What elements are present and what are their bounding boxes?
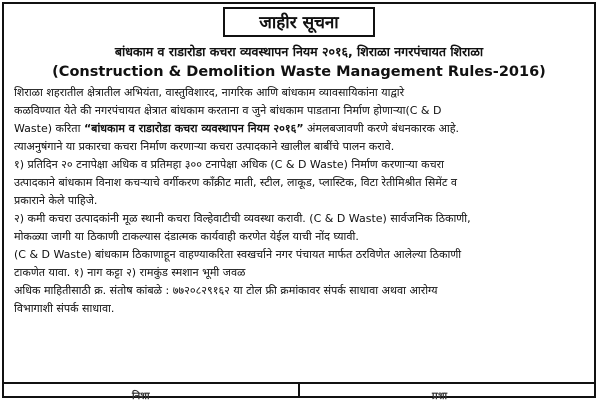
paragraph-line: टाकणेत यावा. १) नाग कट्टा २) रामकुंड स्मशान भूमी जवळ: [14, 266, 246, 279]
paragraph-line: उत्पादकाने बांधकाम विनाश कचऱ्याचे वर्गीकरण काँक्रीट माती, स्टील, लाकूड, प्लास्टिक, विटा रेतीमिश्रीत सिमेंट व: [14, 176, 458, 189]
paragraph-rule-2: [14, 210, 584, 246]
text-fragment: अंमलबजावणी करणे बंधनकारक आहे.: [303, 122, 460, 135]
notice-subtitle-english: (Construction & Demolition Waste Management Rules-2016): [52, 64, 546, 80]
table-divider: [298, 384, 300, 398]
paragraph-rule-1: [14, 156, 584, 210]
paragraph-line: २) कमी कचरा उत्पादकांनी मूळ स्थानी कचरा विल्हेवाटीची व्यवस्था करावी. (C & D Waste) सार्वजनिक ठिकाणी,: [14, 212, 471, 225]
signature-table: [2, 382, 596, 402]
table-header-left: निशा: [132, 391, 150, 402]
paragraph-contact: [14, 282, 584, 318]
paragraph-line: मोकळ्या जागी या ठिकाणी टाकल्यास दंडात्मक कार्यवाही करणेत येईल याची नोंद घ्यावी.: [14, 230, 359, 243]
public-notice: [2, 2, 596, 402]
table-header-right: प्रशा: [432, 391, 448, 402]
paragraph-line: कळविण्यात येते की नगरपंचायत क्षेत्रात बांधकाम करताना व जुने बांधकाम पाडताना निर्माण होणाऱ्या(C & D: [14, 104, 442, 117]
notice-title: जाहीर सूचना: [223, 7, 375, 37]
paragraph-line: प्रकाराने केले पाहिजे.: [14, 194, 98, 207]
notice-subtitle-marathi: बांधकाम व राडारोडा कचरा व्यवस्थापन नियम २०१६, शिराळा नगरपंचायत शिराळा: [114, 44, 484, 59]
paragraph-line: त्याअनुषंगाने या प्रकारचा कचरा निर्माण करणाऱ्या कचरा उत्पादकाने खालील बाबींचे पालन करावे.: [14, 140, 395, 153]
paragraph-line: विभागाशी संपर्क साधावा.: [14, 302, 115, 315]
paragraph-line: (C & D Waste) बांधकाम ठिकाणाहून वाहण्याकरिता स्वखर्चाने नगर पंचायत मार्फत ठरविणेत आलेल्या ठिकाणी: [14, 248, 462, 261]
paragraph-line: शिराळा शहरातील क्षेत्रातील अभियंता, वास्तुविशारद, नागरिक आणि बांधकाम व्यावसायिकांना याद्वारे: [14, 86, 405, 99]
rule-name-bold: “बांधकाम व राडारोडा कचरा व्यवस्थापन नियम २०१६”: [83, 122, 304, 135]
text-fragment: Waste) करिता: [14, 122, 84, 135]
paragraph-disposal-sites: [14, 246, 584, 282]
paragraph-intro: [14, 84, 584, 156]
paragraph-line: १) प्रतिदिन २० टनापेक्षा अधिक व प्रतिमहा ३०० टनापेक्षा अधिक (C & D Waste) निर्माण करणाऱ्या कचरा: [14, 158, 444, 171]
paragraph-line: [14, 120, 584, 138]
paragraph-line: अधिक माहितीसाठी क्र. संतोष कांबळे : ७७२०८२९१६२ या टोल फ्री क्रमांकावर संपर्क साधावा अथवा आरोग्य: [14, 284, 438, 297]
